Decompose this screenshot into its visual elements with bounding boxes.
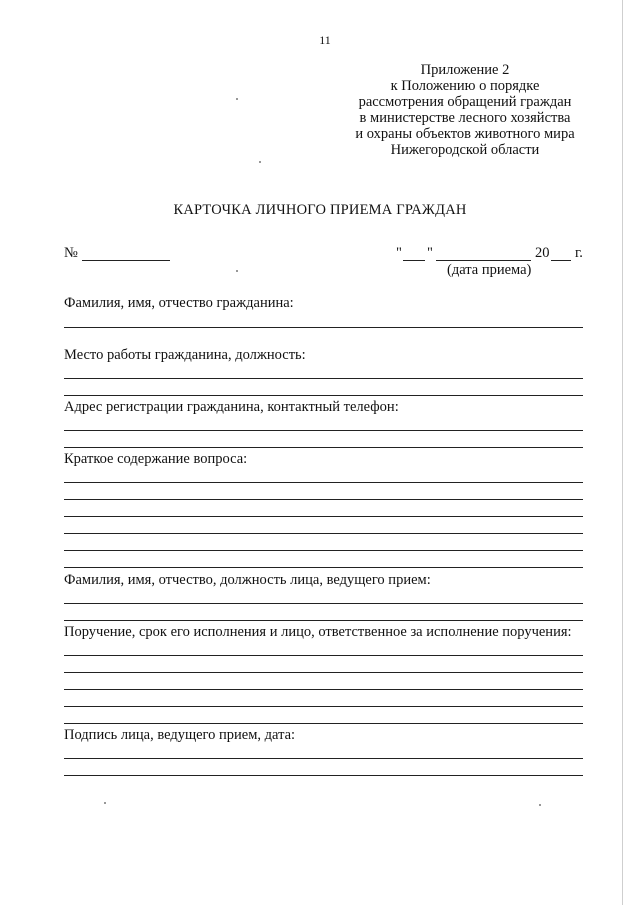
page-number: 11 (319, 33, 331, 47)
number-blank[interactable] (82, 260, 170, 261)
section-label-receiving-official: Фамилия, имя, отчество, должность лица, ведущего прием: (64, 572, 431, 588)
scan-speck (104, 802, 106, 804)
number-sign: № (64, 245, 78, 261)
date-year-blank[interactable] (551, 260, 571, 261)
fill-line[interactable] (64, 516, 583, 517)
date-open-quote: " (396, 245, 402, 261)
fill-line[interactable] (64, 567, 583, 568)
document-title: КАРТОЧКА ЛИЧНОГО ПРИЕМА ГРАЖДАН (173, 202, 467, 218)
scan-edge (622, 0, 623, 905)
appendix-line: Приложение 2 (420, 62, 510, 78)
fill-line[interactable] (64, 327, 583, 328)
date-day-blank[interactable] (403, 260, 425, 261)
date-year-suffix: г. (575, 245, 583, 261)
section-label-signature-date: Подпись лица, ведущего прием, дата: (64, 727, 296, 743)
date-month-blank[interactable] (436, 260, 531, 261)
fill-line[interactable] (64, 395, 583, 396)
fill-line[interactable] (64, 706, 583, 707)
fill-line[interactable] (64, 620, 583, 621)
section-label-citizen-name: Фамилия, имя, отчество гражданина: (64, 295, 294, 311)
fill-line[interactable] (64, 430, 583, 431)
section-label-question-summary: Краткое содержание вопроса: (64, 451, 248, 467)
appendix-line: и охраны объектов животного мира (355, 126, 575, 142)
appendix-line: к Положению о порядке (390, 78, 540, 94)
fill-line[interactable] (64, 378, 583, 379)
fill-line[interactable] (64, 533, 583, 534)
scan-speck (539, 804, 541, 806)
fill-line[interactable] (64, 447, 583, 448)
scan-speck (259, 161, 261, 163)
fill-line[interactable] (64, 603, 583, 604)
section-label-address-phone: Адрес регистрации гражданина, контактный телефон: (64, 399, 399, 415)
fill-line[interactable] (64, 758, 583, 759)
appendix-header (340, 62, 590, 158)
fill-line[interactable] (64, 482, 583, 483)
date-caption: (дата приема) (447, 262, 532, 278)
appendix-line: Нижегородской области (390, 142, 540, 158)
fill-line[interactable] (64, 550, 583, 551)
scan-speck (236, 98, 238, 100)
appendix-line: рассмотрения обращений граждан (358, 94, 572, 110)
date-close-quote: " (427, 245, 433, 261)
section-label-instruction: Поручение, срок его исполнения и лицо, ответственное за исполнение поручения: (64, 624, 572, 640)
fill-line[interactable] (64, 689, 583, 690)
fill-line[interactable] (64, 723, 583, 724)
fill-line[interactable] (64, 499, 583, 500)
scan-speck (236, 270, 238, 272)
section-label-workplace: Место работы гражданина, должность: (64, 347, 306, 363)
date-year-prefix: 20 (535, 245, 550, 261)
appendix-line: в министерстве лесного хозяйства (359, 110, 571, 126)
fill-line[interactable] (64, 655, 583, 656)
fill-line[interactable] (64, 672, 583, 673)
fill-line[interactable] (64, 775, 583, 776)
